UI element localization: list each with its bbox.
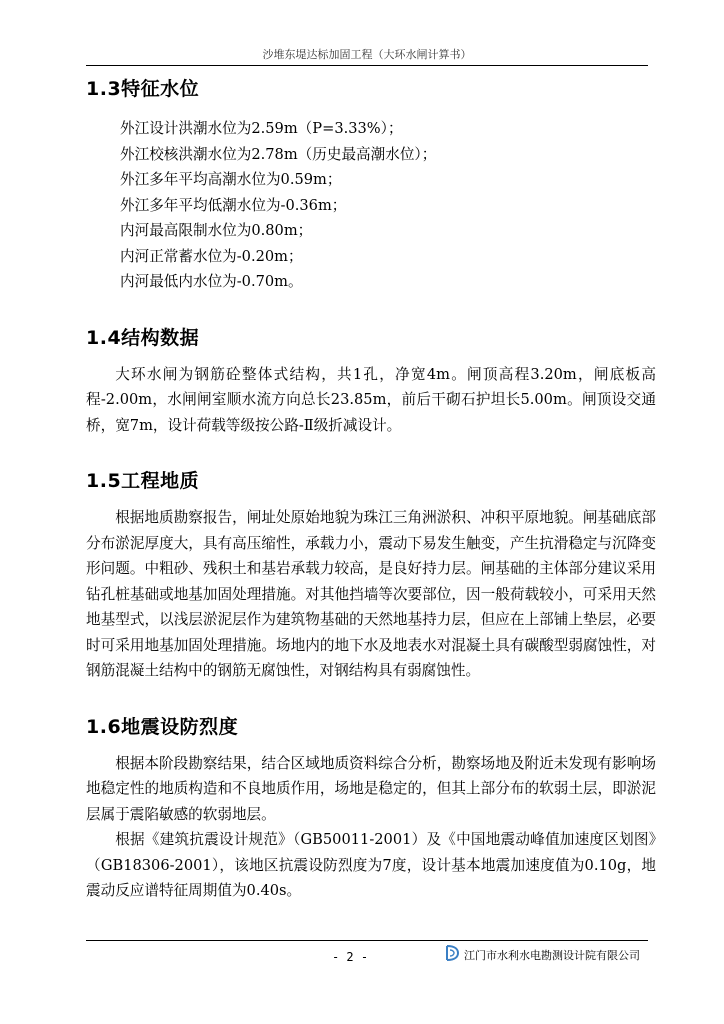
list-item: 外江多年平均高潮水位为0.59m； xyxy=(120,171,342,188)
water-level-list xyxy=(120,116,656,295)
section-1-3 xyxy=(86,76,656,295)
section-heading: 1.5工程地质 xyxy=(86,470,200,492)
section-heading: 1.6地震设防烈度 xyxy=(86,715,239,738)
section-heading: 1.3特征水位 xyxy=(86,78,200,100)
paragraph: 根据地质勘察报告，闸址处原始地貌为珠江三角洲淤积、冲积平原地貌。闸基础底部分布淤泥厚度大，具有高压缩性，承载力小，震动下易发生触变，产生抗滑稳定与沉降变形问题。中粗砂、残积土和基岩承载力较高，是良好持力层。闸基础的主体部分建议采用钻孔桩基础或地基加固处理措施。对其他挡墙等次要部位，因一般荷载较小，可采用天然地基型式，以浅层淤泥层作为建筑物基础的天然地基持力层，但应在上部铺上垫层，必要时可采用地基加固处理措施。场地内的地下水及地表水对混凝土具有碳酸型弱腐蚀性，对钢筋混凝土结构中的钢筋无腐蚀性，对钢结构具有弱腐蚀性。 xyxy=(86,509,656,679)
section-heading: 1.4结构数据 xyxy=(86,326,200,349)
company-name: 江门市水利水电勘测设计院有限公司 xyxy=(464,948,640,962)
section-1-4 xyxy=(86,325,656,439)
list-item: 内河正常蓄水位为-0.20m； xyxy=(120,247,303,265)
list-item: 内河最高限制水位为0.80m； xyxy=(120,222,313,239)
list-item: 内河最低内水位为-0.70m。 xyxy=(120,273,303,290)
section-1-6 xyxy=(86,714,656,904)
footer-divider xyxy=(86,940,648,941)
footer-company xyxy=(444,944,640,965)
company-logo-icon xyxy=(444,944,460,965)
list-item: 外江设计洪潮水位为2.59m（P=3.33%）； xyxy=(120,120,403,137)
paragraph: 大环水闸为钢筋砼整体式结构，共1孔，净宽4m。闸顶高程3.20m，闸底板高程-2.00m，水闸闸室顺水流方向总长23.85m，前后干砌石护坦长5.00m。闸顶设交通桥，宽7m，设计荷载等级按公路-Ⅱ级折减设计。 xyxy=(86,365,656,434)
list-item: 外江多年平均低潮水位为-0.36m； xyxy=(120,196,347,214)
running-header: 沙堆东堤达标加固工程（大环水闸计算书） xyxy=(86,46,648,66)
document-body xyxy=(86,76,656,904)
page-number: - 2 - xyxy=(331,950,369,964)
section-1-5 xyxy=(86,468,656,684)
list-item: 外江校核洪潮水位为2.78m（历史最高潮水位）； xyxy=(120,145,437,163)
paragraph: 根据《建筑抗震设计规范》（GB50011-2001）及《中国地震动峰值加速度区划图》（GB18306-2001），该地区抗震设防烈度为7度，设计基本地震加速度值为0.10g，地震动反应谱特征周期值为0.40s。 xyxy=(86,831,656,899)
paragraph: 根据本阶段勘察结果，结合区域地质资料综合分析，勘察场地及附近未发现有影响场地稳定性的地质构造和不良地质作用，场地是稳定的，但其上部分布的软弱土层，即淤泥层属于震陷敏感的软弱地层。 xyxy=(86,754,656,823)
